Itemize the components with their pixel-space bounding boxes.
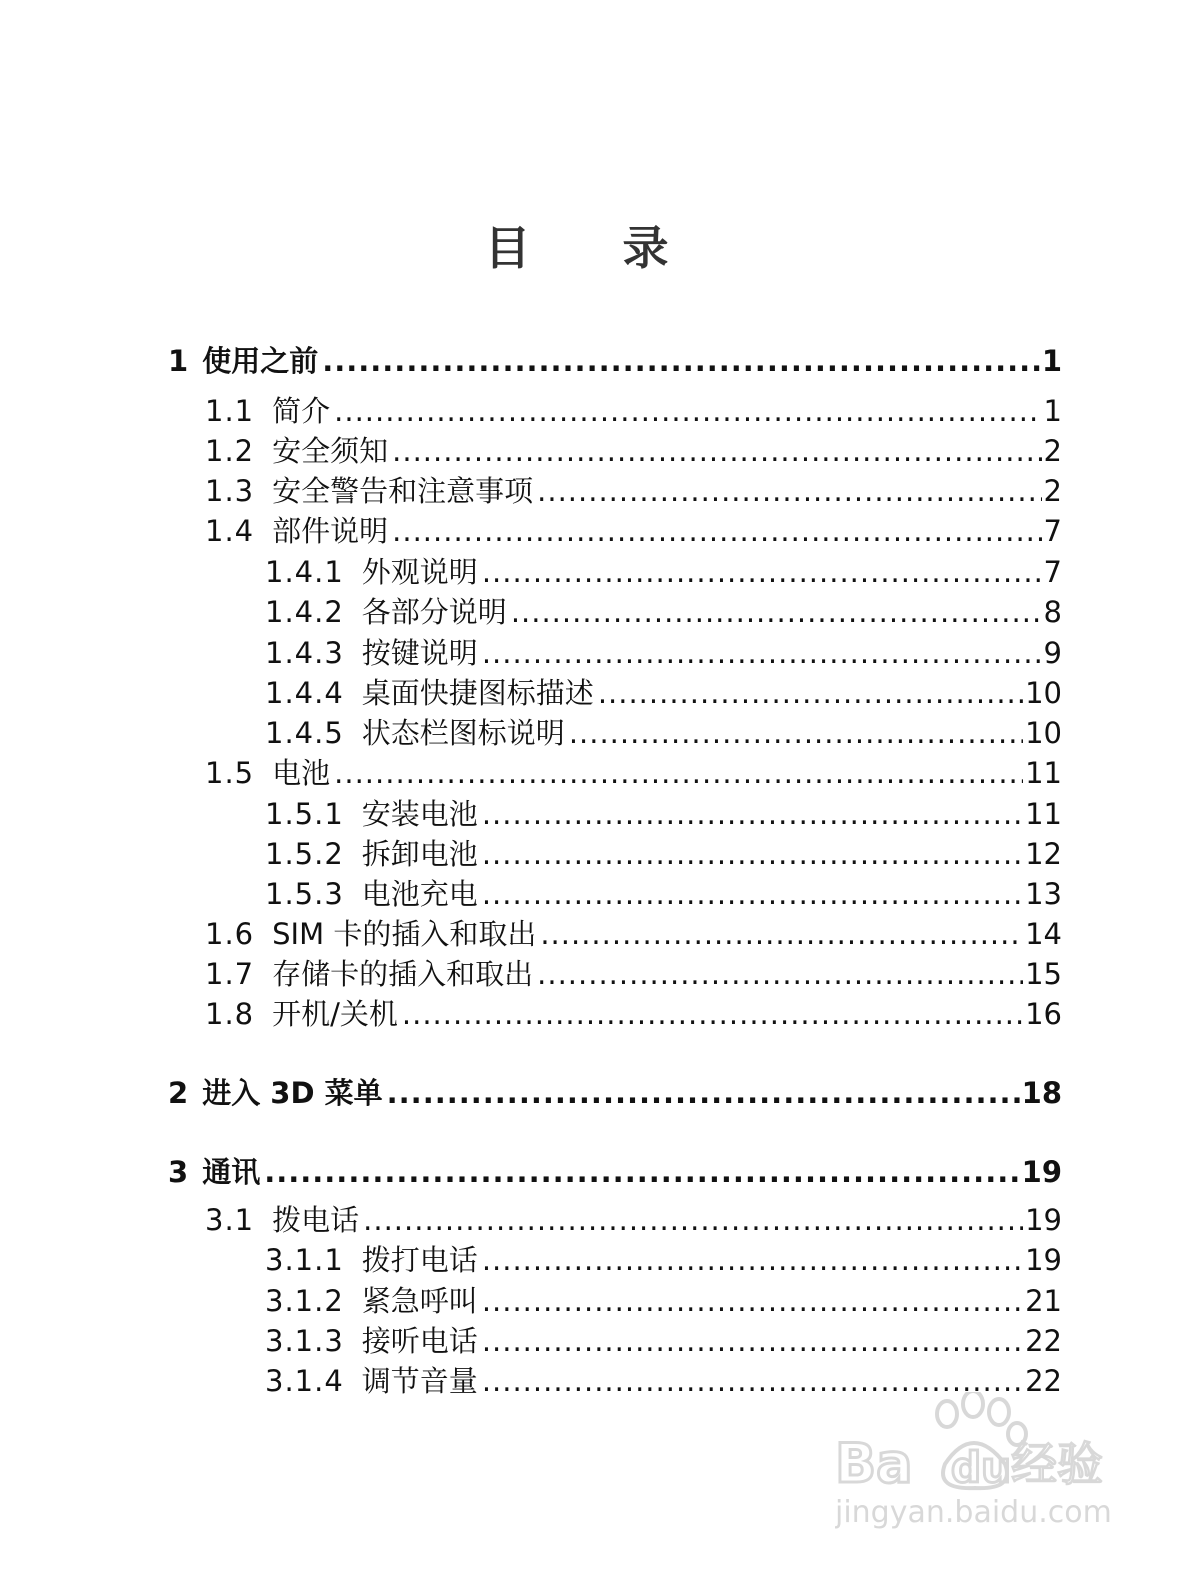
toc-entry[interactable] [265, 630, 1062, 670]
toc-entry[interactable] [168, 338, 1062, 378]
toc-entry-number: 1.3 [205, 474, 255, 508]
toc-entry-page: 22 [1025, 1364, 1062, 1398]
baidu-watermark [835, 1392, 1115, 1532]
toc-dot-leader [482, 837, 1023, 871]
toc-entry-title: 进入 3D 菜单 [202, 1076, 383, 1110]
toc-entry-page: 7 [1043, 514, 1062, 548]
toc-entry-number: 3.1.1 [265, 1243, 344, 1277]
toc-entry-page: 9 [1043, 636, 1062, 670]
toc-entry-page: 8 [1043, 595, 1062, 629]
toc-entry-page: 16 [1025, 997, 1062, 1031]
toc-dot-leader [264, 1155, 1019, 1189]
toc-entry-title: 紧急呼叫 [361, 1284, 478, 1318]
toc-dot-leader [540, 917, 1023, 951]
toc-entry-title: 拨电话 [272, 1203, 360, 1237]
toc-entry[interactable] [168, 1149, 1062, 1189]
toc-dot-leader [482, 555, 1042, 589]
toc-entry-number: 1.4.1 [265, 555, 344, 589]
toc-entry-page: 22 [1025, 1324, 1062, 1358]
toc-entry[interactable] [265, 710, 1062, 750]
toc-entry-number: 1 [168, 344, 189, 378]
toc-entry-page: 7 [1043, 555, 1062, 589]
toc-entry-page: 10 [1025, 716, 1062, 750]
toc-entry-number: 1.7 [205, 957, 255, 991]
toc-entry-page: 11 [1025, 797, 1062, 831]
toc-entry[interactable] [205, 991, 1062, 1031]
toc-entry[interactable] [205, 508, 1062, 548]
toc-entry[interactable] [205, 428, 1062, 468]
toc-entry-title: 调节音量 [361, 1364, 478, 1398]
toc-entry-number: 1.1 [205, 394, 255, 428]
toc-entry[interactable] [265, 589, 1062, 629]
toc-entry-page: 15 [1025, 957, 1062, 991]
toc-entry-title: 桌面快捷图标描述 [361, 676, 594, 710]
toc-entry-number: 1.5 [205, 756, 255, 790]
toc-entry-number: 1.2 [205, 434, 255, 468]
page-title: 目 录 [484, 221, 707, 275]
toc-entry[interactable] [205, 951, 1062, 991]
toc-dot-leader [569, 716, 1023, 750]
toc-entry-page: 14 [1025, 917, 1062, 951]
toc-dot-leader [537, 957, 1023, 991]
toc-dot-leader [392, 434, 1041, 468]
toc-entry[interactable] [265, 791, 1062, 831]
toc-entry[interactable] [205, 911, 1062, 951]
toc-entry-page: 21 [1025, 1284, 1062, 1318]
toc-entry-title: 拆卸电池 [361, 837, 478, 871]
toc-entry-page: 1 [1043, 394, 1062, 428]
toc-dot-leader [482, 877, 1023, 911]
toc-dot-leader [482, 797, 1023, 831]
toc-dot-leader [334, 756, 1023, 790]
toc-entry-page: 2 [1043, 434, 1062, 468]
toc-dot-leader [363, 1203, 1023, 1237]
toc-entry[interactable] [205, 1197, 1062, 1237]
toc-entry-number: 1.4.4 [265, 676, 344, 710]
toc-entry-page: 2 [1043, 474, 1062, 508]
toc-entry-title: 存储卡的插入和取出 [272, 957, 534, 991]
toc-entry-title: 电池 [272, 756, 331, 790]
toc-dot-leader [387, 1076, 1020, 1110]
toc-entry-title: 各部分说明 [361, 595, 507, 629]
toc-entry-number: 1.8 [205, 997, 255, 1031]
toc-entry-title: 安装电池 [361, 797, 478, 831]
toc-entry-number: 1.4.2 [265, 595, 344, 629]
toc-entry-page: 11 [1025, 756, 1062, 790]
toc-entry-number: 3.1.4 [265, 1364, 344, 1398]
toc-entry-number: 1.6 [205, 917, 255, 951]
toc-entry[interactable] [265, 871, 1062, 911]
toc-entry-title: 电池充电 [361, 877, 478, 911]
toc-entry[interactable] [205, 388, 1062, 428]
toc-entry-title: 简介 [272, 394, 331, 428]
toc-entry-page: 1 [1041, 344, 1062, 378]
toc-entry-title: 状态栏图标说明 [361, 716, 565, 750]
toc-dot-leader [482, 1284, 1023, 1318]
toc-entry-title: SIM 卡的插入和取出 [272, 917, 537, 951]
toc-dot-leader [334, 394, 1041, 428]
toc-entry-number: 1.4.3 [265, 636, 344, 670]
toc-entry-number: 1.4 [205, 514, 255, 548]
watermark-brand-right: du [951, 1443, 1011, 1492]
toc-entry-page: 13 [1025, 877, 1062, 911]
toc-entry-title: 拨打电话 [361, 1243, 478, 1277]
toc-entry-number: 1.5.2 [265, 837, 344, 871]
toc-entry-title: 开机/关机 [272, 997, 398, 1031]
toc-entry-page: 18 [1021, 1076, 1062, 1110]
toc-dot-leader [322, 344, 1040, 378]
toc-entry-title: 按键说明 [361, 636, 478, 670]
watermark-url: jingyan.baidu.com [835, 1495, 1112, 1530]
toc-entry-number: 3.1 [205, 1203, 255, 1237]
toc-dot-leader [598, 676, 1023, 710]
toc-entry-page: 19 [1025, 1243, 1062, 1277]
toc-entry-number: 3.1.2 [265, 1284, 344, 1318]
toc-dot-leader [482, 1243, 1023, 1277]
toc-entry-title: 部件说明 [272, 514, 389, 548]
toc-entry-number: 3 [168, 1155, 189, 1189]
toc-dot-leader [392, 514, 1041, 548]
toc-entry-title: 安全须知 [272, 434, 389, 468]
toc-entry[interactable] [205, 468, 1062, 508]
toc-entry-title: 使用之前 [202, 344, 319, 378]
toc-dot-leader [511, 595, 1042, 629]
toc-entry[interactable] [168, 1070, 1062, 1110]
toc-entry-number: 2 [168, 1076, 189, 1110]
watermark-brand-left: Ba [835, 1432, 913, 1495]
toc-entry-number: 1.5.3 [265, 877, 344, 911]
toc-entry[interactable] [265, 1318, 1062, 1358]
toc-dot-leader [482, 1324, 1023, 1358]
toc-entry-page: 12 [1025, 837, 1062, 871]
toc-entry-page: 19 [1021, 1155, 1062, 1189]
toc-entry-number: 1.5.1 [265, 797, 344, 831]
toc-dot-leader [402, 997, 1023, 1031]
toc-entry[interactable] [265, 549, 1062, 589]
toc-entry[interactable] [265, 1278, 1062, 1318]
toc-entry-title: 通讯 [202, 1155, 261, 1189]
toc-entry-title: 安全警告和注意事项 [272, 474, 534, 508]
toc-entry[interactable] [205, 750, 1062, 790]
watermark-brand-cn: 经验 [1011, 1437, 1103, 1491]
toc-entry-page: 10 [1025, 676, 1062, 710]
toc-entry[interactable] [265, 1237, 1062, 1277]
toc-entry-title: 接听电话 [361, 1324, 478, 1358]
toc-entry-title: 外观说明 [361, 555, 478, 589]
toc-entry-page: 19 [1025, 1203, 1062, 1237]
toc-entry-number: 3.1.3 [265, 1324, 344, 1358]
toc-entry[interactable] [265, 831, 1062, 871]
toc-dot-leader [537, 474, 1041, 508]
toc-entry[interactable] [265, 670, 1062, 710]
toc-entry-number: 1.4.5 [265, 716, 344, 750]
toc-dot-leader [482, 636, 1042, 670]
